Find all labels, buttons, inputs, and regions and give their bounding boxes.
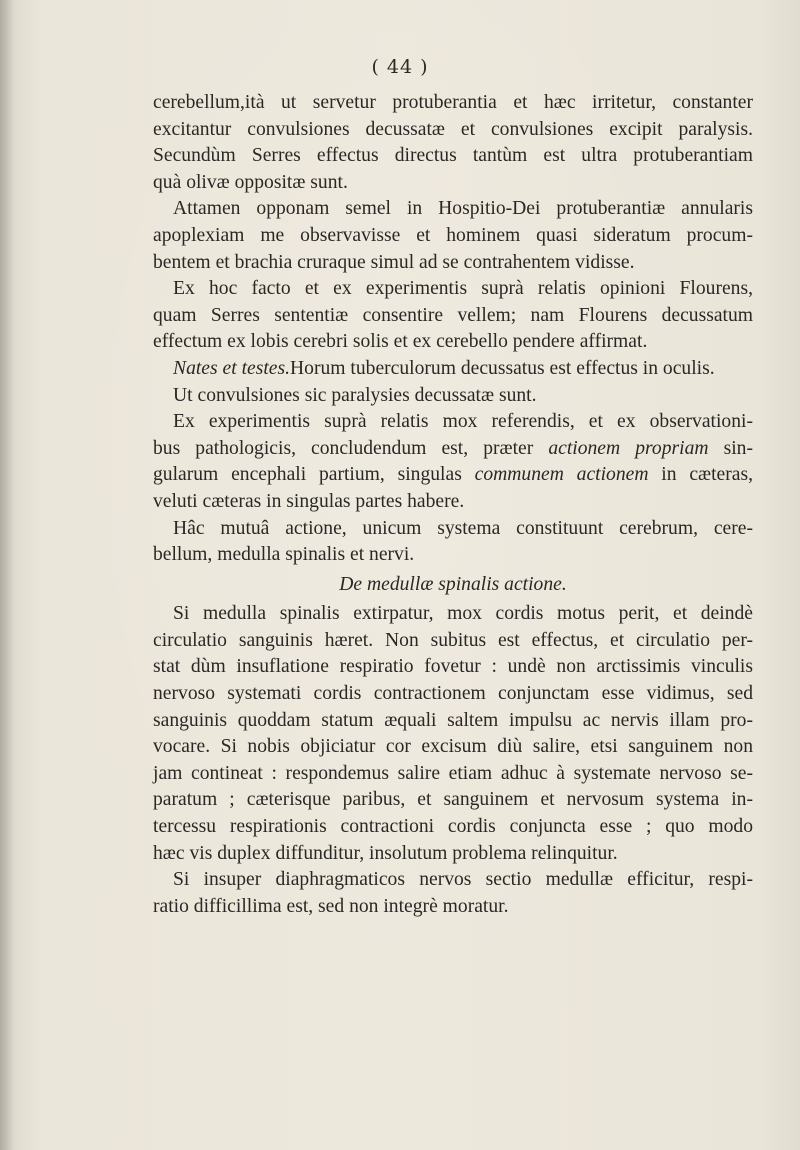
body-text <box>153 90 753 920</box>
page-edge-shadow <box>0 0 14 1150</box>
page-number: ( 44 ) <box>371 56 429 78</box>
text-line: sanguinis quoddam statum æquali saltem impulsu ac nervis illam pro- <box>153 709 753 731</box>
text-line <box>153 462 753 489</box>
text-line: Si medulla spinalis extirpatur, mox cordis motus perit, et deindè <box>173 603 753 625</box>
text-line: tercessu respirationis contractioni cordis conjuncta esse ; quo modo <box>153 816 753 838</box>
text-line: paratum ; cæterisque paribus, et sanguinem et nervosum systema in- <box>153 789 753 811</box>
text-line: quam Serres sententiæ consentire vellem; nam Flourens decussatum <box>153 304 753 326</box>
text-line: Ut convulsiones sic paralysies decussatæ sunt. <box>173 384 537 406</box>
text-line: effectum ex lobis cerebri solis et ex cerebello pendere affirmat. <box>153 331 648 353</box>
text-line <box>153 436 753 463</box>
text-line: bentem et brachia cruraque simul ad se contrahentem vidisse. <box>153 251 635 273</box>
italic-phrase: communem actionem <box>474 464 649 486</box>
text-run: in cæteras, <box>648 464 753 486</box>
text-line: Si insuper diaphragmaticos nervos sectio medullæ efficitur, respi- <box>173 869 753 891</box>
text-line: quà olivæ oppositæ sunt. <box>153 171 348 193</box>
text-run: Horum tuberculorum decussatus est effectus in oculis. <box>290 357 715 379</box>
text-line: hæc vis duplex diffunditur, insolutum problema relinquitur. <box>153 842 618 864</box>
text-line: nervoso systemati cordis contractionem conjunctam esse vidimus, sed <box>153 683 753 705</box>
section-heading: De medullæ spinalis actione. <box>339 573 567 595</box>
text-line: bellum, medulla spinalis et nervi. <box>153 544 415 566</box>
text-line: Ex experimentis suprà relatis mox referendis, et ex observationi- <box>173 411 753 433</box>
text-line: cerebellum,ità ut servetur protuberantia et hæc irritetur, constanter <box>153 92 753 113</box>
text-line: stat dùm insuflatione respiratio fovetur : undè non arctissimis vinculis <box>153 656 753 678</box>
text-line: Attamen opponam semel in Hospitio-Dei protuberantiæ annularis <box>173 198 753 220</box>
text-line: vocare. Si nobis objiciatur cor excisum diù salire, etsi sanguinem non <box>153 736 753 758</box>
italic-phrase: actionem propriam <box>548 437 709 459</box>
text-run: gularum encephali partium, singulas <box>153 464 475 486</box>
text-run: sin- <box>708 437 753 459</box>
text-line: apoplexiam me observavisse et hominem quasi sideratum procum- <box>153 224 753 246</box>
text-line: Ex hoc facto et ex experimentis suprà relatis opinioni Flourens, <box>173 278 753 300</box>
text-line: Secundùm Serres effectus directus tantùm est ultra protuberantiam <box>153 145 753 167</box>
text-line: circulatio sanguinis hæret. Non subitus est effectus, et circulatio per- <box>153 629 753 651</box>
text-line: veluti cæteras in singulas partes habere. <box>153 490 465 512</box>
text-line: excitantur convulsiones decussatæ et convulsiones excipit paralysis. <box>153 118 753 140</box>
text-line: Hâc mutuâ actione, unicum systema constituunt cerebrum, cere- <box>173 517 753 539</box>
text-line <box>153 356 753 383</box>
text-line: jam contineat : respondemus salire etiam adhuc à systemate nervoso se- <box>153 762 753 784</box>
text-line: ratio difficillima est, sed non integrè moratur. <box>153 895 509 917</box>
text-run: bus pathologicis, concludendum est, præter <box>153 437 549 459</box>
italic-heading-inline: Nates et testes. <box>173 357 290 379</box>
